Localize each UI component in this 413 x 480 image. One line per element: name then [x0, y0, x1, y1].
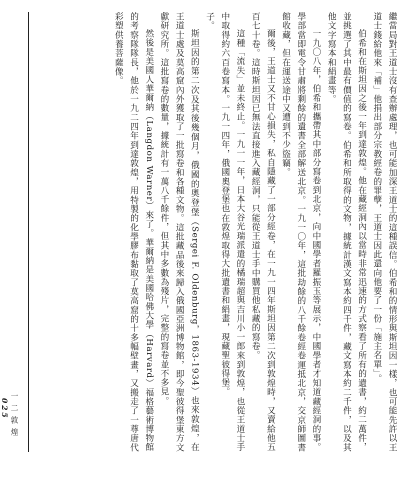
- paragraph: 然後是美國人華爾納（Langdon Warner）來了。華爾納是美國哈佛大學（Harvard）福格藝術博物館的考察隊隊長，他於一九二四年到達敦煌，用特製的化學膠布黏取了莫高窟的十多幅壁畫，又搬走了一尊唐代彩塑供養菩薩像。: [113, 12, 154, 452]
- margin-rule: [28, 12, 29, 452]
- running-title: 一 二 敦 煌: [10, 392, 19, 437]
- page-number: 025: [0, 398, 9, 420]
- paragraph: 伯希和在斯坦因之後一年到達敦煌。他在藏經洞內以當時非常迅速的方式察看了所有的遺書，約二萬件，並挑選了其中最有價值的寫卷。伯希和所取得的文物，據統計漢文寫本約四千件，藏文寫本約二千件，以及其他文字寫本和絹畫等。: [326, 12, 367, 452]
- paragraph: 子。: [204, 12, 215, 31]
- paragraph: 繼當局對王道士沒有查辦處理，也可能加深王道士的這種誤信。伯希和的情形與斯坦因一樣，也可能先許以王道士錢給他來「補」他捐出部分宗教經卷的罪孽，王道士因此還向他要了一份「施主名單」。: [371, 12, 397, 452]
- paragraph: 斯坦因的第二次及其後幾個月，俄國的奧登堡（Sergei F. Oldenburg，1863-1934）也來敦煌，在王道士處及莫高窟內外獲取了一批寫卷和各種文物。這批藏品後來歸入俄國亞洲博物館，即今聖彼得堡東方文獻研究所。這批寫卷的數量，據統計有一萬八千餘件，但其中多數為殘片，完整的寫卷並不多見。: [158, 12, 200, 452]
- page-footer: [0, 392, 20, 437]
- paragraph: 這種「流失」並未終止。一九一一年，日本大谷光瑞派遣的橘瑞超與吉川小一郎來到敦煌，也從王道士手中取得約六百卷寫本。一九一四年，俄國奧登堡也在敦煌取得大批遺書和絹畫，現藏聖彼得堡。: [219, 12, 245, 452]
- paragraph: 爾後，王道士又不甘心損失，私自隱藏了一部分經卷，在一九一四年斯坦因第二次到敦煌時，又賣給他五百七十卷。這時斯坦因已無法直接進入藏經洞，只能從王道士手中購買他私藏的寫卷。: [250, 12, 276, 452]
- paragraph: 一九〇八年，伯希和攜帶其中部分寫卷到北京，向中國學者羅振玉等展示，中國學者才知道藏經洞的事。學部當即電令甘肅將剩餘的遺書全部解送北京。一九一〇年，這批劫餘的八千餘卷經卷運抵北京，交京師圖書館收藏，但在運送途中又遭到不少盜竊。: [280, 12, 321, 452]
- body-text: [29, 12, 399, 452]
